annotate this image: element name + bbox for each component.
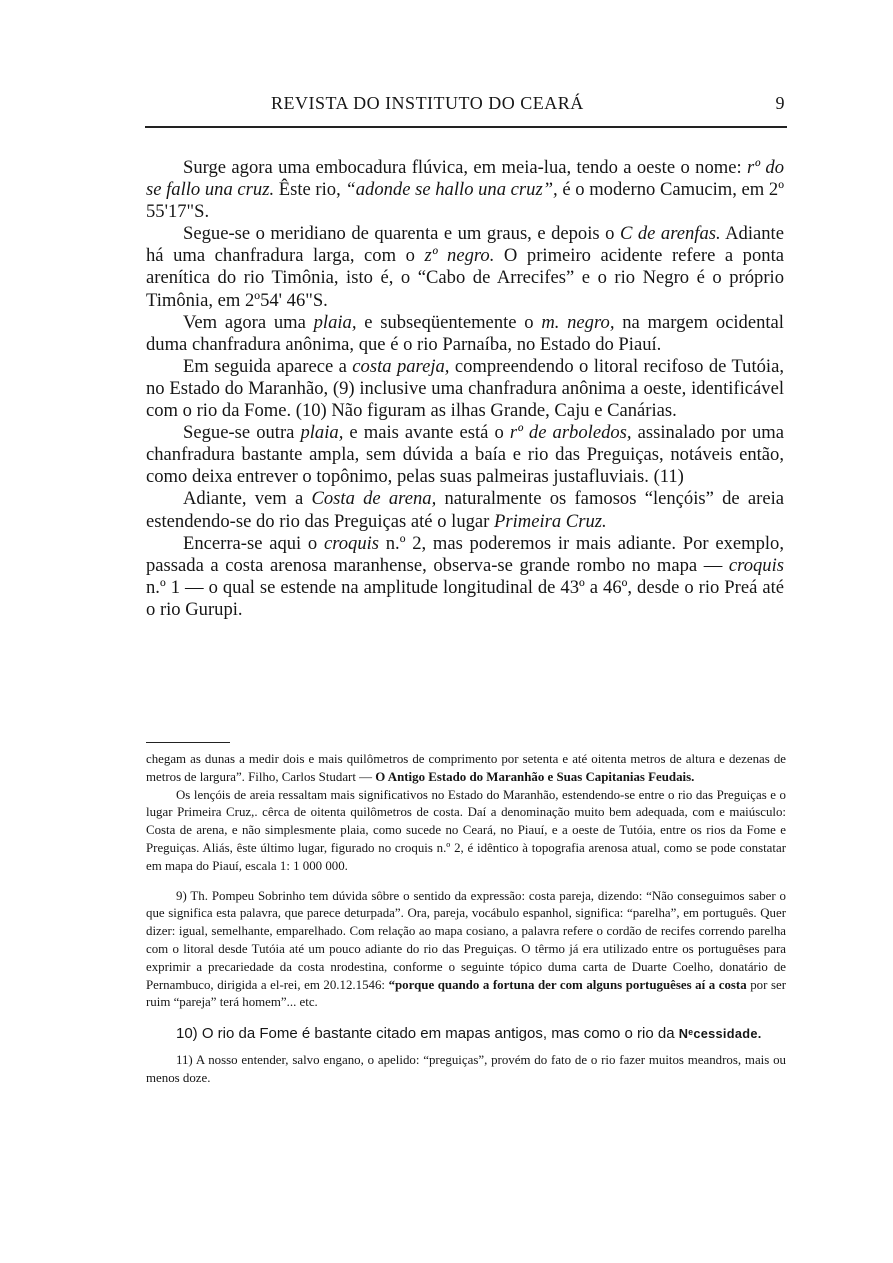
italic-run: rº de arboledos, [509,422,632,444]
text-run: O primeiro acidente refere a ponta arenítica do rio Timônia, isto é, o “Cabo de Arrecifes” e o rio Negro é o próprio Timônia, em 2º54' 46"S. [146,245,784,311]
text-run: Segue-se o meridiano de quarenta e um graus, e depois o [183,223,620,245]
text-run: Adiante, vem a [183,488,312,510]
header-rule [145,126,787,128]
paragraph [146,356,784,422]
italic-run: plaia, [300,422,344,444]
text-run: é o moderno Camucim, em 2º 55'17"S. [146,179,784,223]
page-number: 9 [775,93,785,113]
bold-run: O Antigo Estado do Maranhão e Suas Capitanias Feudais. [375,769,695,784]
body-text [146,157,784,621]
text-run: 9) Th. Pompeu Sobrinho tem dúvida sôbre o sentido da expressão: costa pareja, dizendo: “Não conseguimos saber o que significa esta palavra, que parece deturpada”. Ora, pareja, vocábulo espanhol, significa: “parelha”, em português. Quer dizer: igual, semelhante, emparelhado. Com relação ao mapa cosiano, a palavra refere o cordão de recifes correndo parelha com o litoral desde Tutóia até um pouco adiante do rio das Preguiças. O têrmo já era utilizado entre os portuguêses para exprimir a precariedade da costa nrodestina, conforme o seguinte tópico duma carta de Duarte Coelho, donatário de Pernambuco, dirigida a el-rei, em 20.12.1546: [146,888,786,992]
text-run: n.º 2, mas poderemos ir mais adiante. Por exemplo, passada a costa arenosa maranhense, observa-se grande rombo no mapa — [146,532,785,576]
text-run: compreendendo o litoral recifoso de Tutóia, no Estado do Maranhão, (9) inclusive uma chanfradura anônima a oeste, identificável com o rio da Fome. (10) Não figuram as ilhas Grande, Caju e Canárias. [146,355,785,422]
italic-run: costa pareja, [352,355,450,377]
text-run: 10) O rio da Fome é bastante citado em mapas antigos, mas como o rio da [176,1025,679,1043]
text-run: chegam as dunas a medir dois e mais quilômetros de comprimento por setenta e até oitenta metros de altura e dezenas de metros de largura”. Filho, Carlos Studart — [146,752,786,784]
footnote-11: 11) A nosso entender, salvo engano, o apelido: “preguiças”, provém do fato de o rio fazer muitos meandros, mais ou menos doze. [146,1053,786,1085]
paragraph [146,533,784,621]
text-run: por ser ruim “pareja” terá homem”... etc. [146,977,786,1010]
footnotes [146,751,786,1088]
running-head [145,93,787,119]
text-run: naturalmente os famosos “lençóis” de areia estendendo-se do rio das Preguiças até o lugar [146,488,784,532]
text-run: Vem agora uma [183,311,314,333]
footnote-continuation [146,751,786,787]
paragraph [146,312,784,356]
footnote-9 [146,888,786,1013]
paragraph [146,157,784,223]
italic-run: croquis [728,554,784,576]
text-run: e subseqüentemente o [356,311,542,333]
bold-run: “porque quando a fortuna der com alguns portuguêses aí a costa [388,977,747,992]
text-run: n.º 1 — o qual se estende na amplitude longitudinal de 43º a 46º, desde o rio Preá até o rio Gurupi. [146,576,784,620]
text-run: Segue-se outra [183,422,301,444]
text-run: Encerra-se aqui o [183,532,324,554]
italic-run: plaia, [313,311,357,333]
italic-run: rº do se fallo una cruz. [146,157,784,201]
text-run: e mais avante está o [343,422,510,444]
paragraph [146,488,784,532]
text-run: Adiante há uma chanfradura larga, com o [146,223,784,267]
text-run: Êste rio, [274,179,346,201]
text-run: Em seguida aparece a [183,355,353,377]
footnote-rule [146,742,230,743]
italic-run: m. negro, [541,311,615,333]
italic-run: Costa de arena, [311,488,437,510]
paragraph [146,223,784,311]
bold-run: Nᵉcessidade. [678,1026,762,1042]
italic-run: Primeira Cruz. [494,510,607,532]
italic-run: “adonde se hallo una cruz”, [345,179,558,201]
paragraph [146,422,784,488]
running-title: REVISTA DO INSTITUTO DO CEARÁ [271,93,584,113]
text-run: na margem ocidental duma chanfradura anônima, que é o rio Parnaíba, no Estado do Piauí. [146,311,784,355]
text-run: Surge agora uma embocadura flúvica, em meia-lua, tendo a oeste o nome: [183,157,748,178]
italic-run: croquis [323,532,380,554]
text-run: assinalado por uma chanfradura bastante ampla, sem dúvida a baía e rio das Preguiças, notáveis então, como deixa entrever o topônimo, pelas suas palmeiras justafluviais. (11) [146,422,785,488]
footnote-paragraph: Os lençóis de areia ressaltam mais significativos no Estado do Maranhão, estendendo-se entre o rio das Preguiças e o lugar Primeira Cruz,. cêrca de oitenta quilômetros de costa. Daí a denominação muito bem adequada, com e maiúsculo: Costa de arena, e não simplesmente plaia, como sucede no Ceará, no Piauí, e a oeste de Tutóia, entre os rios da Fome e Preguiças. Aliás, êste último lugar, figurado no croquis n.º 2, é idêntico à topografia arenosa atual, como se pode constatar em mapa do Piauí, escala 1: 1 000 000. [146,787,786,873]
italic-run: zº negro. [424,245,495,267]
italic-run: C de arenfas. [619,223,721,245]
footnote-10 [146,1024,786,1044]
